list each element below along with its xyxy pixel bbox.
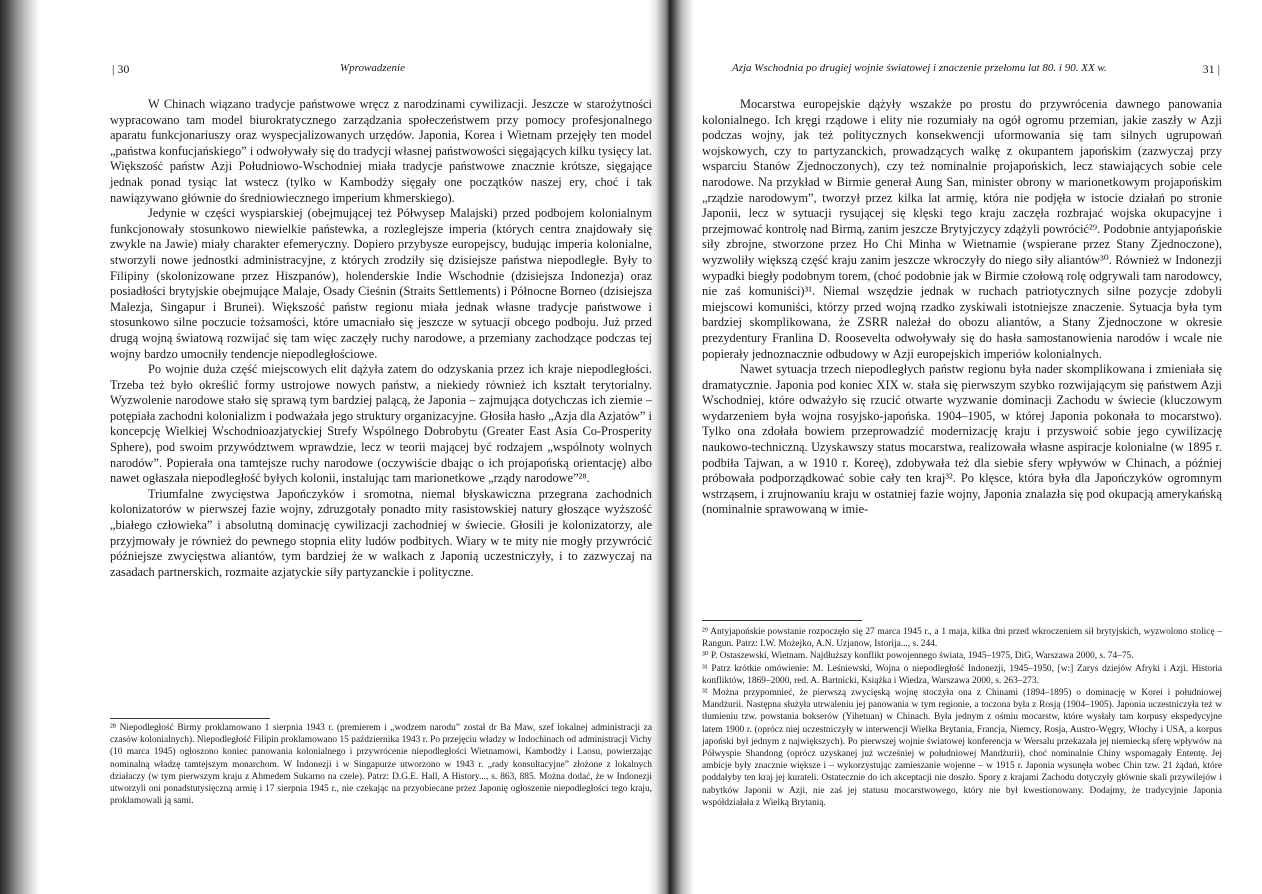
left-running-head bbox=[110, 62, 652, 78]
footnote: ³⁰ P. Ostaszewski, Wietnam. Najdłuższy konflikt powojennego świata, 1945–1975, DiG, Warszawa 2000, s. 74–75. bbox=[702, 651, 1134, 662]
footnote: ³¹ Patrz krótkie omówienie: M. Leśniewski, Wojna o niepodległość Indonezji, 1945–1950, [w:] Zarys dziejów Afryki i Azji. Historia konfliktów, 1869–2000, red. A. Bartnicki, Książka i Wiedza, Warszawa 2000, s. 263–273. bbox=[702, 663, 1222, 686]
paragraph: Triumfalne zwycięstwa Japończyków i sromotna, niemal błyskawiczna przegrana zachodnich kolonizatorów w pierwszej fazie wojny, zdruzgotały ponadto mity rasistowskiej natury głoszące wyższość „białego człowieka” i absolutną dominację cywilizacji zachodniej w świecie. Głosili je kolonizatorzy, ale przyjmowały je również do pewnego stopnia elity ludów podbitych. Wiary w te mity nie mogły przywrócić późniejsze zwycięstwa aliantów, tym bardziej że w walkach z Japonią uczestniczyły, i to zazwyczaj na zasadach partnerskich, rozmaite azjatyckie siły partyzanckie i polityczne. bbox=[110, 486, 652, 579]
footnote: ²⁹ Antyjapońskie powstanie rozpoczęło się 27 marca 1945 r., a 1 maja, kilka dni przed wkroczeniem sił brytyjskich, wyzwolono stolicę – Rangun. Patrz: I.W. Możejko, A.N. Uzjanow, Istorija..., s. 244. bbox=[702, 627, 1222, 650]
paragraph: Po wojnie duża część miejscowych elit dążyła zatem do odzyskania przez ich kraje niepodległości. Trzeba też było określić formy ustrojowe nowych państw, a niekiedy również ich kształt terytorialny. Wyzwolenie narodowe stało się sprawą tym bardziej palącą, że Japonia – zajmująca dotychczas ich ziemie – potępiała zachodni kolonializm i podważała jego struktury organizacyjne. Głosiła hasło „Azja dla Azjatów” i koncepcję Wielkiej Wschodnioazjatyckiej Strefy Wspólnego Dobrobytu (Greater East Asia Co-Prosperity Sphere), pod swoim przywództwem wprawdzie, lecz w teorii mającej być rodzajem „wspólnoty wolnych narodów”. Popierała ona tamtejsze ruchy narodowe (oczywiście dbając o ich projapońską orientację) albo nawet ogłaszała niepodległość byłych kolonii, instalując tam marionetkowe „rządy narodowe”²⁸. bbox=[110, 362, 652, 486]
right-page-number: 31 | bbox=[1202, 62, 1220, 76]
paragraph: W Chinach wiązano tradycje państwowe wręcz z narodzinami cywilizacji. Jeszcze w starożytności wypracowano tam model biurokratycznego zarządzania społeczeństwem przy pomocy profesjonalnego aparatu funkcjonariuszy oraz wyspecjalizowanych urzędów. Japonia, Korea i Wietnam przejęły ten model „państwa konfucjańskiego” i odwoływały się do tradycji własnej państwowości sięgających kilku tysięcy lat. Większość państw Azji Południowo-Wschodniej miała tradycje państwowe znacznie krótsze, sięgające jednak ponad tysiąc lat wstecz (tylko w Kambodży sięgały one początków naszej ery, choć i tak nawiązywano głównie do średniowiecznego imperium khmerskiego). bbox=[110, 97, 652, 205]
right-running-head bbox=[702, 62, 1222, 78]
paragraph: Mocarstwa europejskie dążyły wszakże po prostu do przywrócenia dawnego panowania kolonialnego. Ich kręgi rządowe i elity nie rozumiały na ogół ogromu przemian, jakie zaszły w Azji podczas wojny, jak też politycznych konsekwencji uformowania się tam silnych ugrupowań wojskowych, czy to partyzanckich, prowadzących walkę z okupantem japońskim (zazwyczaj przy wsparciu Stanów Zjednoczonych), czy też nominalnie projapońskich, lecz stawiających sobie cele narodowe. Na przykład w Birmie generał Aung San, minister obrony w marionetkowym projapońskim „rządzie narodowym”, tworzył przez kilka lat armię, która nie podjęła w istocie działań po stronie Japonii, lecz w sytuacji rysującej się klęski tego kraju zaczęła rozbrajać wojska okupacyjne i przejmować kontrolę nad Birmą, zanim jeszcze Brytyjczycy zdążyli powrócić²⁹. Podobnie antyjapońskie siły zbrojne, stworzone przez Ho Chi Minha w Wietnamie (wspierane przez Stany Zjednoczone), wyzwoliły większą część kraju zanim jeszcze wkroczyły do niego siły aliantów³⁰. Również w Indonezji wypadki biegły podobnym torem, (choć podobnie jak w Birmie czołową rolę odgrywali tam narodowcy, nie zaś komuniści)³¹. Niemal wszędzie jednak w ruchach patriotycznych silne pozycje zdobyli miejscowi komuniści, którzy przed wojną rzadko zyskiwali istotniejsze znaczenie. Sytuacja była tym bardziej skomplikowana, że ZSRR należał do obozu aliantów, a Stany Zjednoczone w okresie prezydentury Franlina D. Roosevelta odwoływały się do hasła samostanowienia narodów i wcale nie popierały jednoznacznie odbudowy w Azji europejskich imperiów kolonialnych. bbox=[702, 97, 1223, 361]
left-page-number: | 30 bbox=[112, 62, 130, 76]
scan-edge-shadow bbox=[0, 0, 40, 894]
footnote-rule bbox=[702, 620, 862, 621]
footnote: ²⁸ Niepodległość Birmy proklamowano 1 sierpnia 1943 r. (premierem i „wodzem narodu” został dr Ba Maw, szef lokalnej administracji za czasów kolonialnych). Niepodległość Filipin proklamowano 15 października 1943 r. Po przejęciu władzy w Indochinach od administracji Vichy (10 marca 1945) ogłoszono koniec panowania kolonialnego i przywrócenie niepodległości Wietnamowi, Kambodży i Laosu, powierzając nominalną władzę tamtejszym monarchom. W Indonezji i w Singapurze utworzono w 1943 r. „rady konsultacyjne” złożone z lokalnych działaczy (w tym pierwszym kraju z Ahmedem Sukarno na czele). Patrz: D.G.E. Hall, A History..., s. 863, 885. Można dodać, że w Indonezji utworzyli oni ponadstutysięczną armię i 17 sierpnia 1945 r., nie czekając na przyobiecane przez Japonię ogłoszenie niepodległości tego kraju, proklamowali ją sami. bbox=[110, 723, 652, 807]
right-footnotes bbox=[702, 626, 1222, 809]
left-body-text bbox=[110, 97, 652, 580]
right-body-text bbox=[702, 97, 1222, 518]
left-page bbox=[110, 0, 652, 894]
right-running-title: Azja Wschodnia po drugiej wojnie światowej i znaczenie przełomu lat 80. i 90. XX w. bbox=[732, 62, 1107, 74]
left-footnotes bbox=[110, 722, 652, 807]
footnote-rule bbox=[110, 718, 270, 719]
paragraph: Jedynie w części wyspiarskiej (obejmującej też Półwysep Malajski) przed podbojem kolonialnym funkcjonowały stosunkowo niewielkie państewka, a rozleglejsze imperia (których centra znajdowały się zwykle na Jawie) miały charakter efemeryczny. Dopiero przybysze europejscy, budując imperia kolonialne, stworzyli nowe jednostki administracyjne, z których zrodziły się dzisiejsze państwa niepodległe. Były to Filipiny (skolonizowane przez Hiszpanów), holenderskie Indie Wschodnie (dzisiejsza Indonezja) oraz posiadłości brytyjskie obejmujące Malaje, Osady Cieśnin (Straits Settlements) i Północne Borneo (dzisiejsza Malezja, Singapur i Brunei). Większość państw regionu miała jednak własne tradycje państwowe i stosunkowo silne poczucie tożsamości, które umacniało się jeszcze w sytuacji obcego podboju. Już przed drugą wojną światową rozwijać się tam więc zaczęły ruchy narodowe, a przemiany zachodzące podczas tej wojny bardzo umocniły tendencje niepodległościowe. bbox=[110, 206, 652, 361]
right-page bbox=[702, 0, 1222, 894]
footnote: ³² Można przypomnieć, że pierwszą zwycięską wojnę stoczyła ona z Chinami (1894–1895) o dominację w Korei i południowej Mandżurii. Następna służyła utrwaleniu jej panowania w tym regionie, a toczona była z Rosją (1904–1905). Japonia uczestniczyła też w tłumieniu tzw. powstania bokserów (Yihetuan) w Chinach. Była jednym z ośmiu mocarstw, które wysłały tam korpusy ekspedycyjne latem 1900 r. (oprócz niej uczestniczyły w interwencji Wielka Brytania, Francja, Niemcy, Rosja, Austro-Węgry, Włochy i USA, a korpus japoński był jednym z największych). Po pierwszej wojnie światowej konferencja w Wersalu przekazała jej niemiecką sferę wpływów na Półwyspie Shandong (oprócz uzyskanej już wcześniej w południowej Mandżurii), choć nominalnie Chiny wspomagały Ententę. Jej ambicje były znacznie większe i – wykorzystując zamieszanie wojenne – w 1915 r. Japonia wysunęła wobec Chin tzw. 21 żądań, które poddałyby ten kraj jej kurateli. Ostatecznie do ich akceptacji nie doszło. Spory z krajami Zachodu dotyczyły głównie skali przywilejów i nabytków Japonii w Azji, nie zaś jej statusu mocarstwowego, który nie był kwestionowany. Dodajmy, że tradycyjnie Japonia współdziałała z Wielką Brytanią. bbox=[702, 688, 1222, 808]
left-running-title: Wprowadzenie bbox=[340, 62, 405, 74]
paragraph: Nawet sytuacja trzech niepodległych państw regionu była nader skomplikowana i zmieniała się dramatycznie. Japonia pod koniec XIX w. stała się pierwszym szybko rozwijającym się państwem Azji Wschodniej, które odważyło się rzucić otwarte wyzwanie dominacji Zachodu w świecie (kluczowym wydarzeniem była wojna rosyjsko-japońska. 1904–1905, w której Japonia pokonała to mocarstwo). Tylko ona zdołała bowiem przeprowadzić modernizację kraju i przyswoić sobie jego cywilizację naukowo-techniczną. Uzyskawszy status mocarstwa, realizowała własne aspiracje kolonialne (w 1895 r. podbiła Tajwan, a w 1910 r. Koreę), zdobywała też dla siebie sfery wpływów w Chinach, a później próbowała podporządkować sobie cały ten kraj³². Po klęsce, która była dla Japończyków ogromnym wstrząsem, i zrujnowaniu kraju w ostatniej fazie wojny, Japonia znalazła się pod okupacją amerykańską (nominalnie sprawowaną w imie- bbox=[702, 362, 1222, 517]
book-gutter bbox=[648, 0, 694, 894]
